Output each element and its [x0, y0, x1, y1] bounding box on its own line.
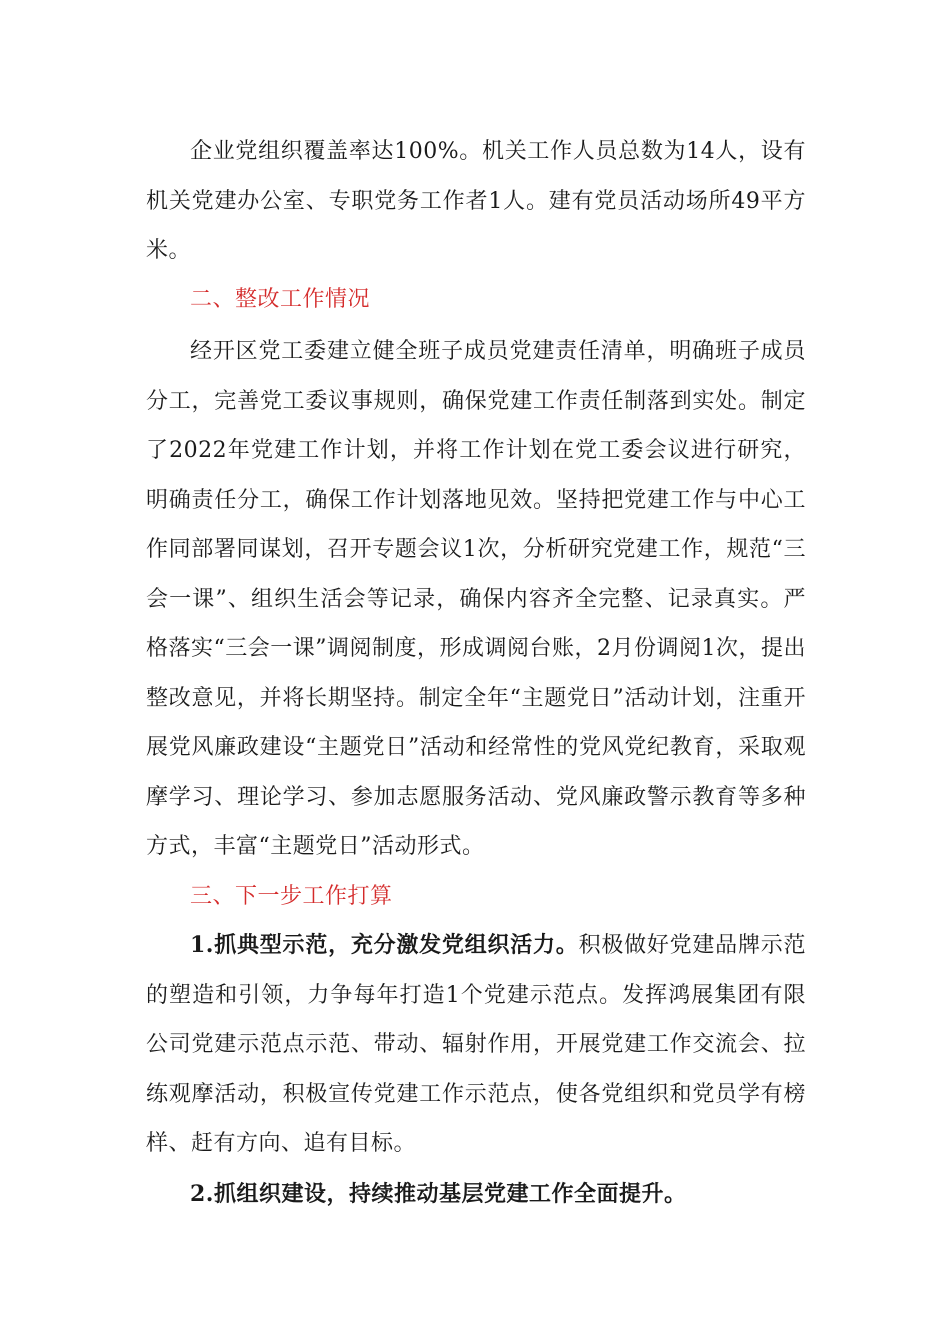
- list-item-organization-building: 2.抓组织建设，持续推动基层党建工作全面提升。: [190, 1181, 687, 1207]
- section-heading-next-steps: 三、下一步工作打算: [190, 884, 393, 909]
- list-item-title: 1.抓典型示范，充分激发党组织活力。: [190, 932, 579, 958]
- paragraph-coverage-stats: 企业党组织覆盖率达100%。机关工作人员总数为14人，设有机关党建办公室、专职党务工作者1人。建有党员活动场所49平方米。: [146, 139, 806, 263]
- section-heading-rectification: 二、整改工作情况: [190, 287, 371, 312]
- paragraph-rectification-details: 经开区党工委建立健全班子成员党建责任清单，明确班子成员分工，完善党工委议事规则，确保党建工作责任制落到实处。制定了2022年党建工作计划，并将工作计划在党工委会议进行研究，明确责任分工，确保工作计划落地见效。坚持把党建工作与中心工作同部署同谋划，召开专题会议1次，分析研究党建工作，规范“三会一课”、组织生活会等记录，确保内容齐全完整、记录真实。严格落实“三会一课”调阅制度，形成调阅台账，2月份调阅1次，提出整改意见，并将长期坚持。制定全年“主题党日”活动计划，注重开展党风廉政建设“主题党日”活动和经常性的党风党纪教育，采取观摩学习、理论学习、参加志愿服务活动、党风廉政警示教育等多种方式，丰富“主题党日”活动形式。: [146, 339, 806, 859]
- list-item-body: 积极做好党建品牌示范的塑造和引领，力争每年打造1个党建示范点。发挥鸿展集团有限公司党建示范点示范、带动、辐射作用，开展党建工作交流会、拉练观摩活动，积极宣传党建工作示范点，使各党组织和党员学有榜样、赶有方向、追有目标。: [146, 933, 806, 1156]
- list-item-typical-demonstration: [146, 921, 806, 1169]
